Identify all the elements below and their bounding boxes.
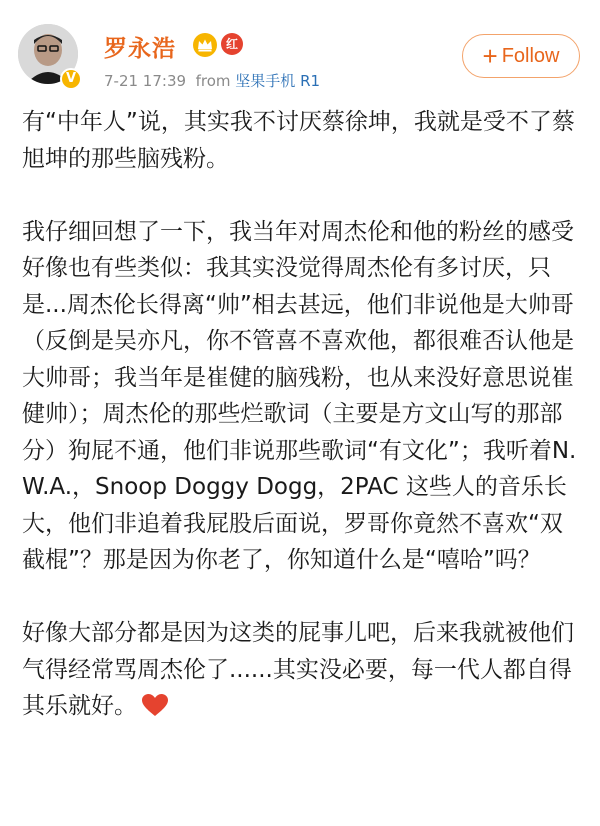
red-v-icon: 红: [221, 33, 243, 55]
post-meta: [104, 70, 320, 91]
post-paragraph-3-text: 好像大部分都是因为这类的屁事儿吧，后来我就被他们气得经常骂周杰伦了......其实没必要，每一代人都自得其乐就好。: [22, 620, 574, 719]
verified-icon: V: [60, 68, 82, 90]
post-paragraph-1: 有“中年人”说，其实我不讨厌蔡徐坤，我就是受不了蔡旭坤的那些脑残粉。: [22, 109, 575, 172]
username[interactable]: 罗永浩: [104, 36, 176, 62]
from-label: from: [195, 72, 231, 90]
post-paragraph-2: 我仔细回想了一下，我当年对周杰伦和他的粉丝的感受好像也有些类似：我其实没觉得周杰伦有多讨厌，只是...周杰伦长得离“帅”相去甚远，他们非说他是大帅哥（反倒是吴亦凡，你不管喜不喜欢他，都很难否认他是大帅哥；我当年是崔健的脑残粉，也从来没好意思说崔健帅）；周杰伦的那些烂歌词（主要是方文山写的那部分）狗屁不通，他们非说那些歌词“有文化”；我听着N.W.A.，Snoop Doggy Dogg，2PAC 这些人的音乐长大，他们非追着我屁股后面说，罗哥你竟然不喜欢“双截棍”？那是因为你老了，你知道什么是“嘻哈”吗？: [22, 218, 577, 573]
heart-icon: [141, 693, 169, 717]
follow-button[interactable]: [462, 34, 580, 78]
follow-label: Follow: [501, 44, 560, 67]
crown-icon: [192, 32, 218, 58]
timestamp: 7-21 17:39: [104, 72, 187, 90]
post-body: [22, 104, 582, 725]
post-paragraph-3: [22, 615, 582, 725]
post-header: [0, 0, 600, 100]
source-link[interactable]: 坚果手机 R1: [235, 72, 321, 90]
plus-icon: +: [482, 41, 498, 71]
